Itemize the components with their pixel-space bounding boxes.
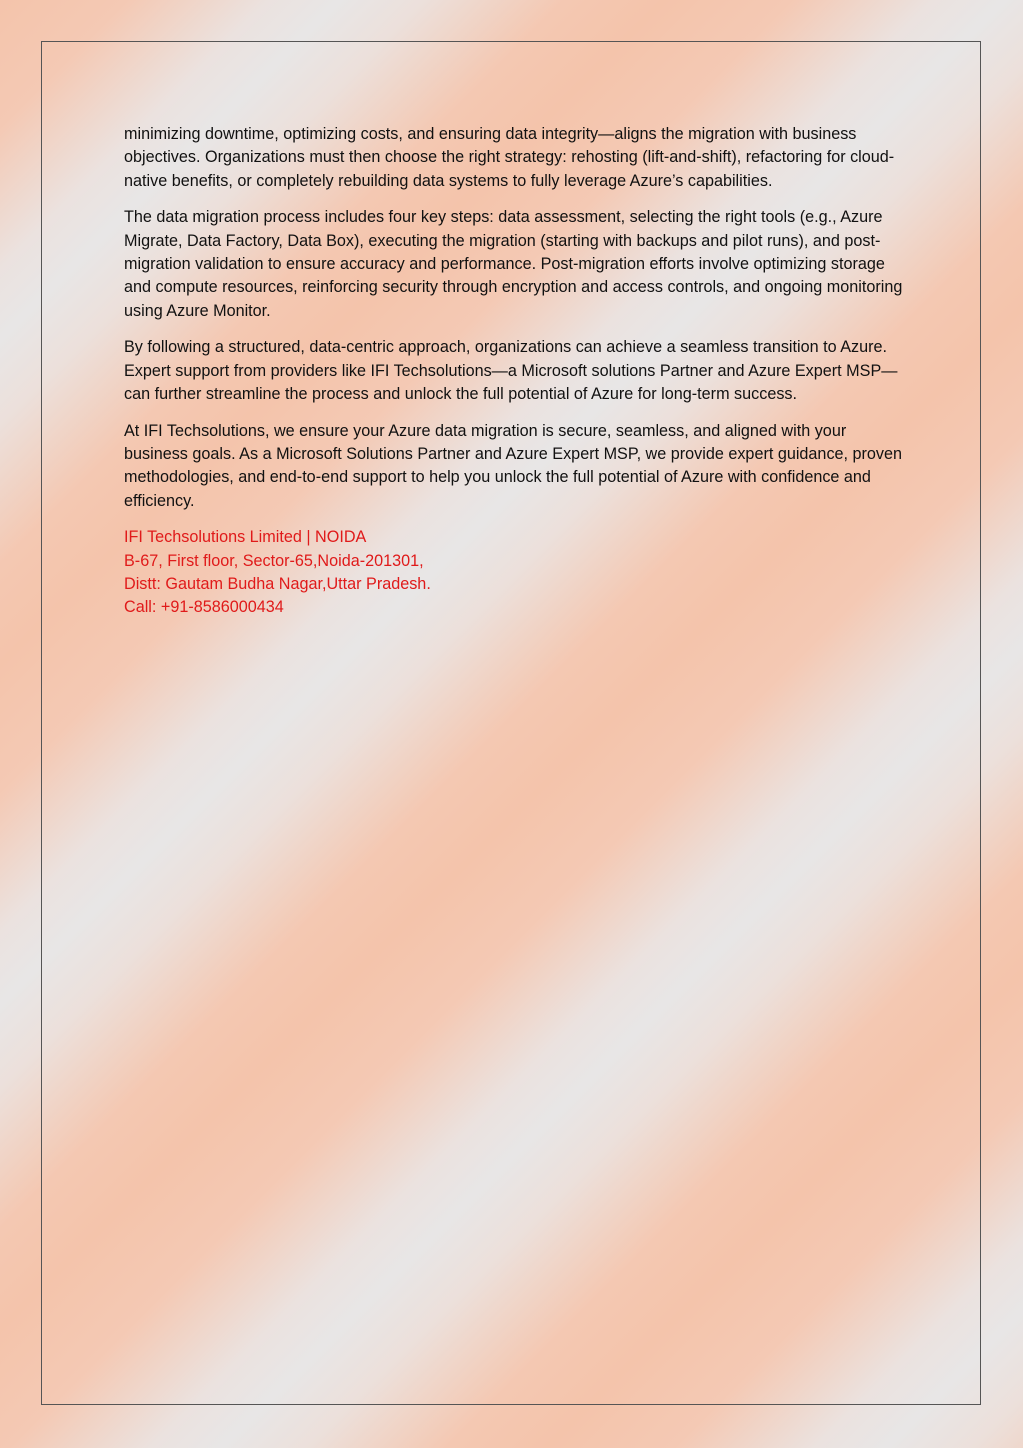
- phone-number: Call: +91-8586000434: [124, 598, 284, 617]
- address-line-2: Distt: Gautam Budha Nagar,Uttar Pradesh.: [124, 575, 431, 594]
- paragraph-structured-approach: By following a structured, data-centric approach, organizations can achieve a seamless transition to Azure. Expert support from providers like IFI Techsolutions—a Microsoft solutions Partner and Azure Expert MSP—can further streamline the process and unlock the full potential of Azure for long-term success.: [124, 338, 898, 403]
- contact-block: [124, 526, 909, 619]
- paragraph-ifi-offering: At IFI Techsolutions, we ensure your Azure data migration is secure, seamless, and aligned with your business goals. As a Microsoft Solutions Partner and Azure Expert MSP, we provide expert guidance, proven methodologies, and end-to-end support to help you unlock the full potential of Azure with confidence and efficiency.: [124, 421, 903, 510]
- address-line-1: B-67, First floor, Sector-65,Noida-201301,: [124, 551, 424, 570]
- company-name: IFI Techsolutions Limited | NOIDA: [124, 528, 367, 547]
- paragraph-migration-process: The data migration process includes four key steps: data assessment, selecting the right tools (e.g., Azure Migrate, Data Factory, Data Box), executing the migration (starting with backups and pilot runs), and post-migration validation to ensure accuracy and performance. Post-migration efforts involve optimizing storage and compute resources, reinforcing security through encryption and access controls, and ongoing monitoring using Azure Monitor.: [124, 208, 903, 320]
- paragraph-strategy: minimizing downtime, optimizing costs, and ensuring data integrity—aligns the migration with business objectives. Organizations must then choose the right strategy: rehosting (lift-and-shift), refactoring for cloud-native benefits, or completely rebuilding data systems to fully leverage Azure’s capabilities.: [124, 125, 895, 190]
- document-body: [124, 123, 909, 620]
